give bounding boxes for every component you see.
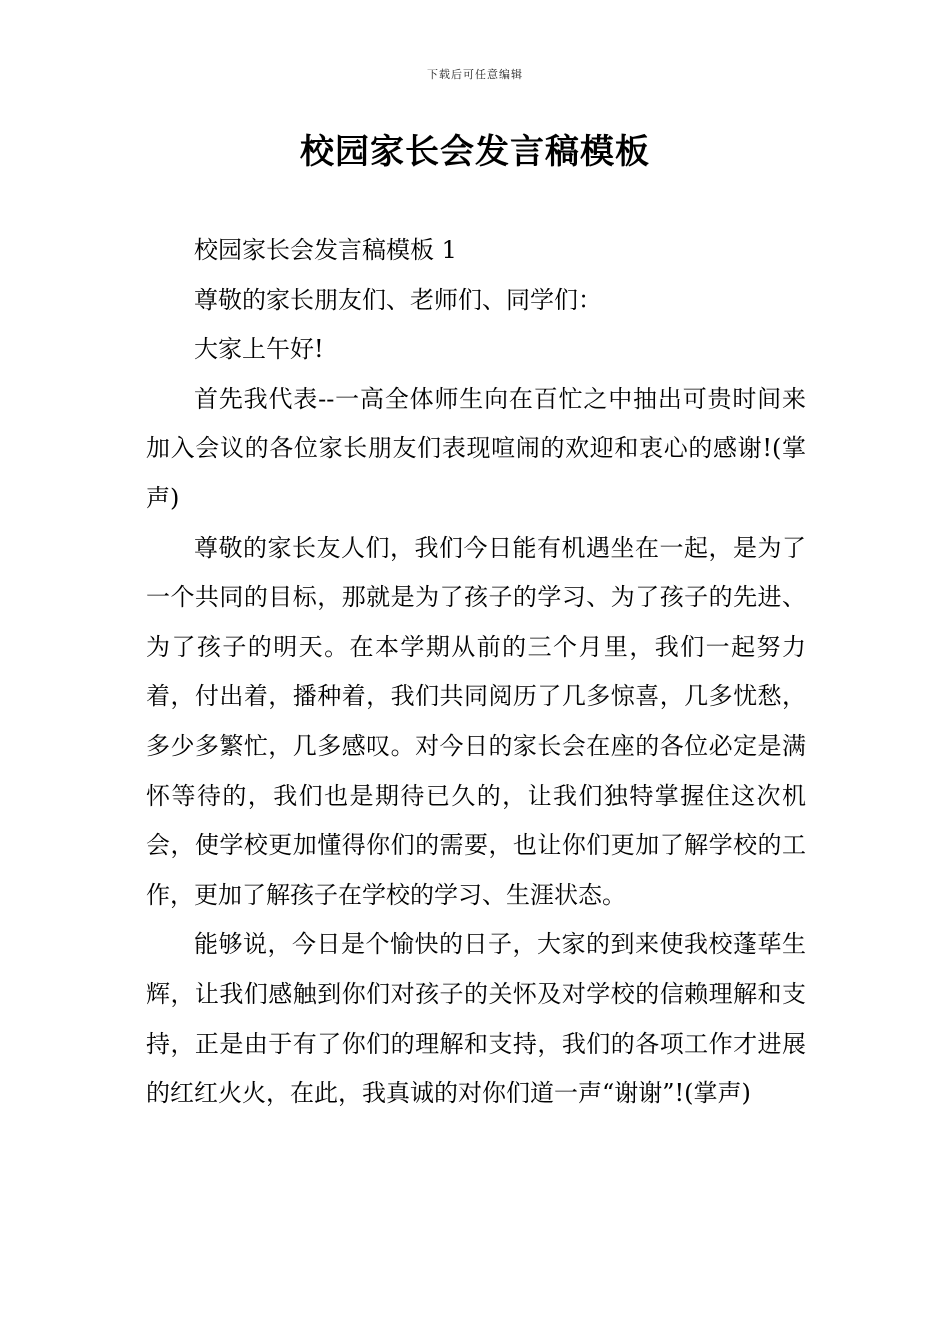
document-body (146, 226, 806, 1119)
paragraph-thanks: 能够说，今日是个愉快的日子，大家的到来使我校蓬荜生辉，让我们感触到你们对孩子的关怀及对学校的信赖理解和支持，正是由于有了你们的理解和支持，我们的各项工作才进展的红红火火，在此，我真诚的对你们道一声“谢谢”!(掌声) (146, 930, 806, 1108)
paragraph-welcome: 首先我代表--一高全体师生向在百忙之中抽出可贵时间来加入会议的各位家长朋友们表现喧闹的欢迎和衷心的感谢!(掌声) (146, 384, 806, 512)
paragraph-subtitle: 校园家长会发言稿模板 1 (194, 236, 457, 264)
document-title: 校园家长会发言稿模板 (300, 132, 650, 172)
paragraph-salutation: 尊敬的家长朋友们、老师们、同学们： (194, 285, 602, 314)
paragraph-purpose: 尊敬的家长友人们，我们今日能有机遇坐在一起，是为了一个共同的目标，那就是为了孩子的学习、为了孩子的先进、为了孩子的明天。在本学期从前的三个月里，我们一起努力着，付出着，播种着，我们共同阅历了几多惊喜，几多忧愁，多少多繁忙，几多感叹。对今日的家长会在座的各位必定是满怀等待的，我们也是期待已久的，让我们独特掌握住这次机会，使学校更加懂得你们的需要，也让你们更加了解学校的工作，更加了解孩子在学校的学习、生涯状态。 (146, 533, 806, 909)
header-note: 下载后可任意编辑 (427, 68, 523, 81)
paragraph-greeting: 大家上午好! (194, 335, 324, 364)
